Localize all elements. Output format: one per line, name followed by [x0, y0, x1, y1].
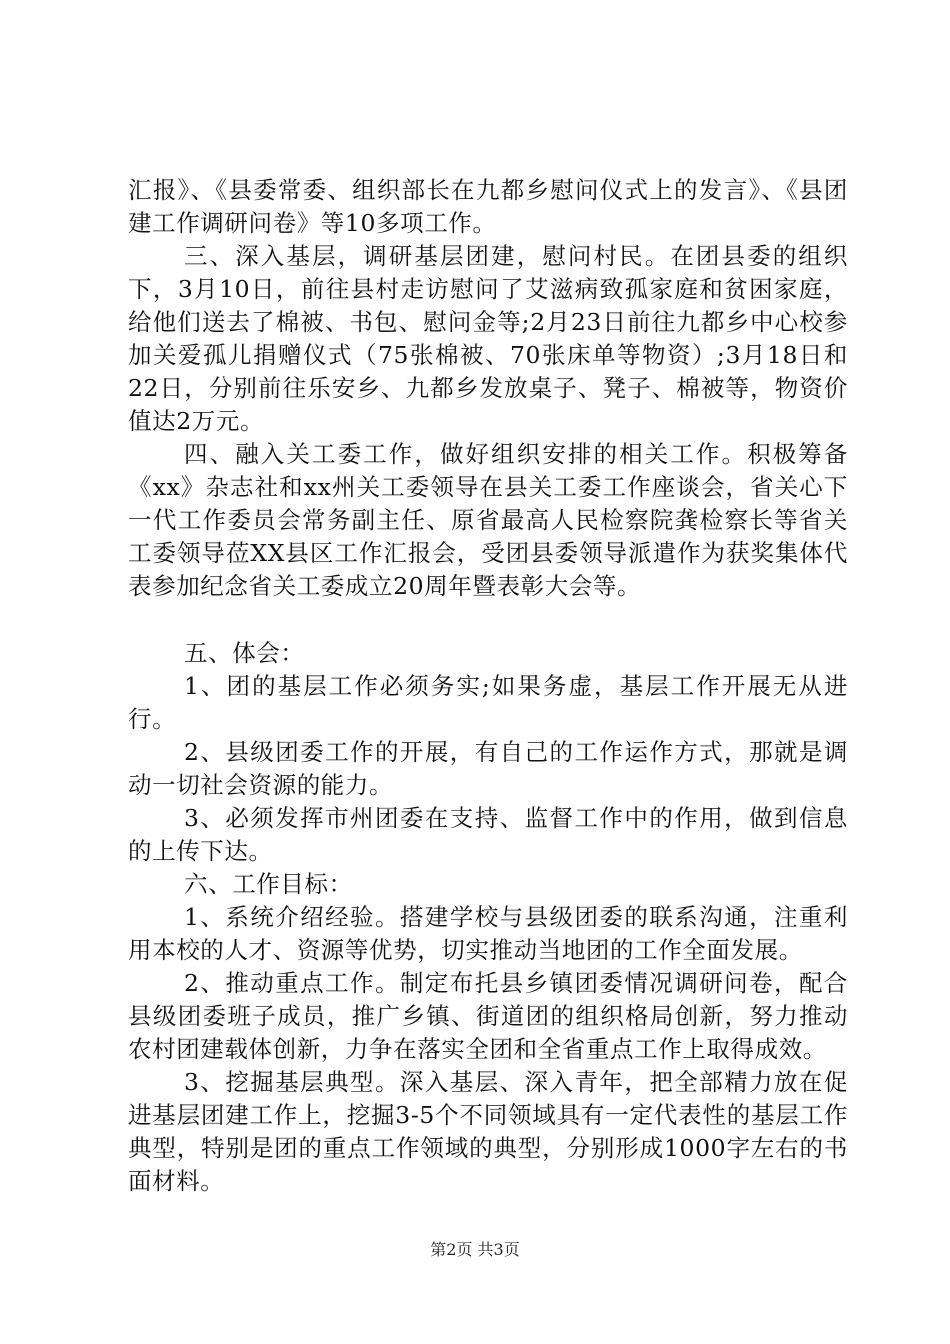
paragraph-section-four: 四、融入关工委工作，做好组织安排的相关工作。积极筹备《xx》杂志社和xx州关工委领导在县关工委工作座谈会，省关心下一代工作委员会常务副主任、原省最高人民检察院龚检察长等省关工委领导莅XX县区工作汇报会，受团县委领导派遣作为获奖集体代表参加纪念省关工委成立20周年暨表彰大会等。 [128, 440, 848, 600]
heading-section-five: 五、体会： [184, 639, 305, 667]
paragraph-spacer [128, 603, 848, 637]
list-item-goal-1: 1、系统介绍经验。搭建学校与县级团委的联系沟通，注重利用本校的人才、资源等优势，切实推动当地团的工作全面发展。 [128, 903, 848, 964]
heading-section-six: 六、工作目标： [184, 870, 353, 898]
list-item-insight-2: 2、县级团委工作的开展，有自己的工作运作方式，那就是调动一切社会资源的能力。 [128, 738, 848, 799]
list-item-goal-2: 2、推动重点工作。制定布托县乡镇团委情况调研问卷，配合县级团委班子成员，推广乡镇、街道团的组织格局创新，努力推动农村团建载体创新，力争在落实全团和全省重点工作上取得成效。 [128, 969, 848, 1063]
document-body [128, 174, 848, 1198]
list-item-insight-1: 1、团的基层工作必须务实;如果务虚，基层工作开展无从进行。 [128, 672, 848, 733]
page-number-footer: 第2页 共3页 [430, 1240, 520, 1259]
paragraph-section-three: 三、深入基层，调研基层团建，慰问村民。在团县委的组织下，3月10日，前往县村走访慰问了艾滋病致孤家庭和贫困家庭，给他们送去了棉被、书包、慰问金等;2月23日前往九都乡中心校参加关爱孤儿捐赠仪式（75张棉被、70张床单等物资）;3月18日和22日，分别前往乐安乡、九都乡发放桌子、凳子、棉被等，物资价值达2万元。 [128, 242, 848, 435]
list-item-insight-3: 3、必须发挥市州团委在支持、监督工作中的作用，做到信息的上传下达。 [128, 804, 848, 865]
paragraph-report-continuation: 汇报》、《县委常委、组织部长在九都乡慰问仪式上的发言》、《县团建工作调研问卷》等10多项工作。 [128, 176, 848, 237]
list-item-goal-3: 3、挖掘基层典型。深入基层、深入青年，把全部精力放在促进基层团建工作上，挖掘3-5个不同领域具有一定代表性的基层工作典型，特别是团的重点工作领域的典型，分别形成1000字左右的书面材料。 [128, 1068, 848, 1195]
